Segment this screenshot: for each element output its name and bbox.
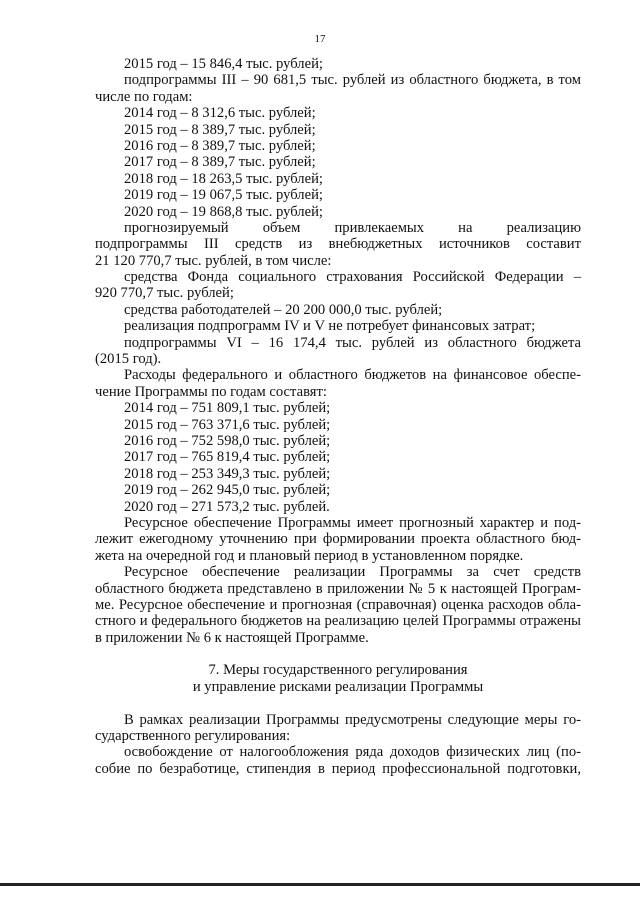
text-line: 2019 год – 19 067,5 тыс. рублей; xyxy=(124,187,323,204)
document-body xyxy=(95,56,581,777)
text-line: чение Программы по годам составят: xyxy=(95,383,327,400)
text-line: 21 120 770,7 тыс. рублей, в том числе: xyxy=(95,252,332,269)
text-line: 2015 год – 763 371,6 тыс. рублей; xyxy=(124,416,331,433)
text-line: Ресурсное обеспечение реализации Программы за счет средств xyxy=(124,564,581,581)
text-line: средства Фонда социального страхования Российской Федерации – xyxy=(124,269,581,286)
text-line: лежит ежегодному уточнению при формировании проекта областного бюд- xyxy=(95,531,581,548)
text-line: средства работодателей – 20 200 000,0 тыс. рублей; xyxy=(124,301,443,318)
text-line: реализация подпрограмм IV и V не потребует финансовых затрат; xyxy=(124,318,536,335)
text-line: (2015 год). xyxy=(95,351,162,368)
page-number: 17 xyxy=(314,33,326,45)
text-line: подпрограммы III – 90 681,5 тыс. рублей из областного бюджета, в том xyxy=(124,72,581,89)
text-line: освобождение от налогообложения ряда доходов физических лиц (по- xyxy=(124,744,581,761)
text-line: 2019 год – 262 945,0 тыс. рублей; xyxy=(124,482,331,499)
text-line: В рамках реализации Программы предусмотрены следующие меры го- xyxy=(124,711,581,728)
blank-line xyxy=(95,695,581,711)
text-line: стного и федерального бюджетов на реализацию целей Программы отражены xyxy=(95,613,581,630)
text-line: 2014 год – 751 809,1 тыс. рублей; xyxy=(124,400,331,417)
text-line: 2018 год – 253 349,3 тыс. рублей; xyxy=(124,465,331,482)
text-line: собие по безработице, стипендия в период профессиональной подготовки, xyxy=(95,760,581,777)
text-line: ме. Ресурсное обеспечение и прогнозная (справочная) оценка расходов обла- xyxy=(95,596,581,613)
text-line: Ресурсное обеспечение Программы имеет прогнозный характер и под- xyxy=(124,514,581,531)
section-heading-line: и управление рисками реализации Программы xyxy=(192,678,484,695)
text-line: Расходы федерального и областного бюджетов на финансовое обеспе- xyxy=(124,367,581,384)
text-line: 2014 год – 8 312,6 тыс. рублей; xyxy=(124,105,316,122)
text-line: 920 770,7 тыс. рублей; xyxy=(95,285,234,302)
section-heading-line: 7. Меры государственного регулирования xyxy=(208,662,468,679)
blank-line xyxy=(95,646,581,662)
text-line: числе по годам: xyxy=(95,88,193,105)
text-line: 2020 год – 19 868,8 тыс. рублей; xyxy=(124,203,323,220)
text-line: 2015 год – 8 389,7 тыс. рублей; xyxy=(124,121,316,138)
text-line: 2015 год – 15 846,4 тыс. рублей; xyxy=(124,56,323,72)
text-line: областного бюджета представлено в приложении № 5 к настоящей Програм- xyxy=(95,580,581,597)
text-line: сударственного регулирования: xyxy=(95,728,291,745)
bottom-rule xyxy=(0,883,640,886)
text-line: жета на очередной год и плановый период в установленном порядке. xyxy=(95,547,524,564)
text-line: подпрограммы III средств из внебюджетных источников составит xyxy=(95,236,581,253)
text-line: подпрограммы VI – 16 174,4 тыс. рублей из областного бюджета xyxy=(124,334,581,351)
text-line: 2018 год – 18 263,5 тыс. рублей; xyxy=(124,170,323,187)
text-line: 2020 год – 271 573,2 тыс. рублей. xyxy=(124,498,330,515)
text-line: 2016 год – 8 389,7 тыс. рублей; xyxy=(124,137,316,154)
text-line: 2017 год – 765 819,4 тыс. рублей; xyxy=(124,449,331,466)
text-line: в приложении № 6 к настоящей Программе. xyxy=(95,629,369,646)
text-line: прогнозируемый объем привлекаемых на реализацию xyxy=(124,219,581,236)
text-line: 2016 год – 752 598,0 тыс. рублей; xyxy=(124,432,331,449)
text-line: 2017 год – 8 389,7 тыс. рублей; xyxy=(124,154,316,171)
